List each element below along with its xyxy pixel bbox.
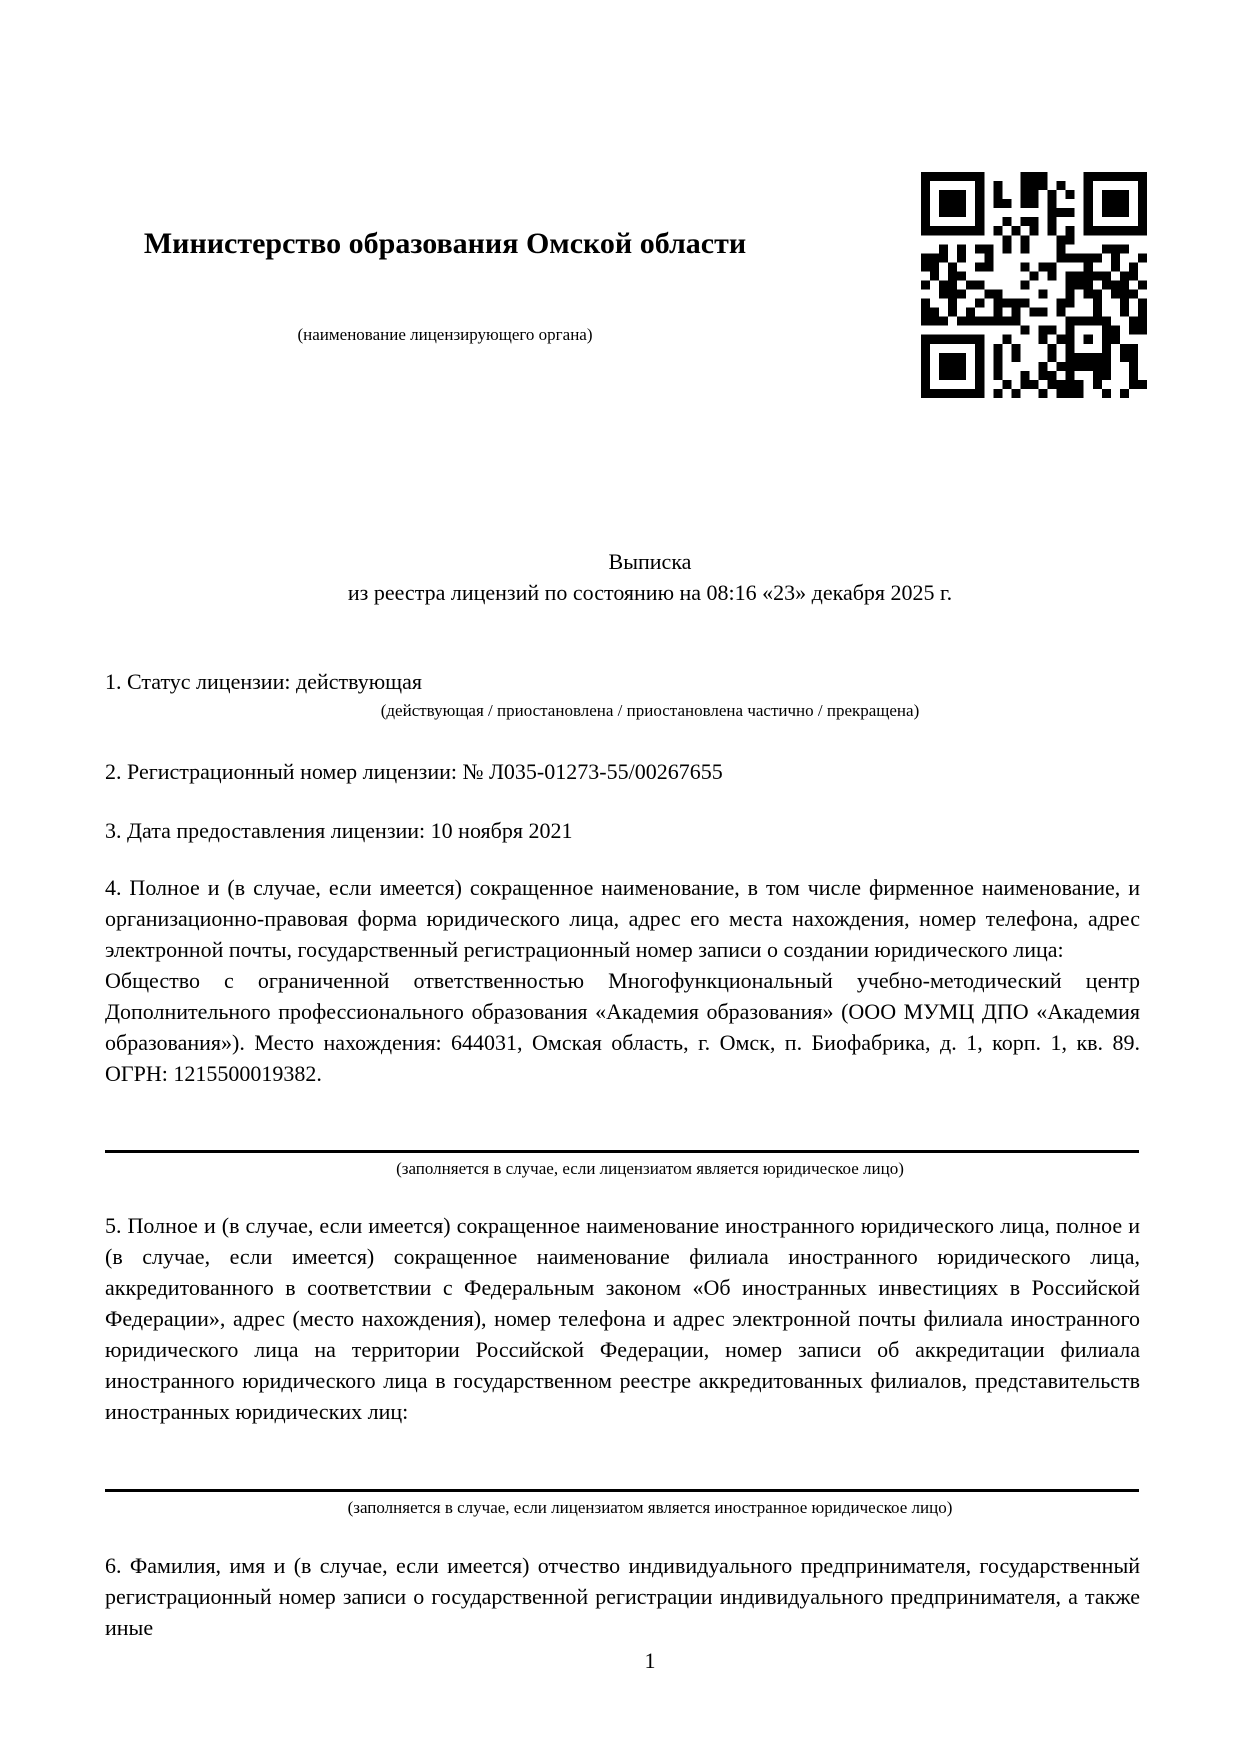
legal-entity-section xyxy=(105,872,1140,1089)
license-status-line: 1. Статус лицензии: действующая xyxy=(105,669,422,694)
page-number: 1 xyxy=(644,1648,656,1673)
legal-entity-value: Общество с ограниченной ответственностью Многофункциональный учебно-методический центр Дополнительного профессионального образования «Академия образования» (ООО МУМЦ ДПО «Академия образования»). Место нахождения: 644031, Омская область, г. Омск, п. Биофабрика, д. 1, корп. 1, кв. 89. ОГРН: 1215500019382. xyxy=(105,968,1140,1086)
document-title-line2: из реестра лицензий по состоянию на 08:16 «23» декабря 2025 г. xyxy=(347,580,953,605)
document-title-line1: Выписка xyxy=(608,549,692,574)
registration-number-line: 2. Регистрационный номер лицензии: № Л035-01273-55/00267655 xyxy=(105,759,723,784)
foreign-entity-underline xyxy=(105,1489,1139,1492)
foreign-entity-caption: (заполняется в случае, если лицензиатом является иностранное юридическое лицо) xyxy=(347,1498,953,1517)
individual-entrepreneur-section: 6. Фамилия, имя и (в случае, если имеется) отчество индивидуального предпринимателя, государственный регистрационный номер записи о государственной регистрации индивидуального предпринимателя, а также иные xyxy=(105,1553,1140,1640)
qr-code xyxy=(921,172,1147,398)
grant-date-line: 3. Дата предоставления лицензии: 10 ноября 2021 xyxy=(105,818,573,843)
legal-entity-underline xyxy=(105,1150,1139,1153)
licensing-authority-caption: (наименование лицензирующего органа) xyxy=(297,325,593,344)
document-title xyxy=(75,546,1225,608)
foreign-entity-description: 5. Полное и (в случае, если имеется) сокращенное наименование иностранного юридического лица, полное и (в случае, если имеется) сокращенное наименование филиала иностранного юридического лица, аккредитованного в соответствии с Федеральным законом «Об иностранных инвестициях в Российской Федерации», адрес (место нахождения), номер телефона и адрес электронной почты филиала иностранного юридического лица на территории Российской Федерации, номер записи об аккредитации филиала иностранного юридического лица в государственном реестре аккредитованных филиалов, представительств иностранных юридических лиц: xyxy=(105,1213,1140,1424)
licensing-authority-title: Министерство образования Омской области xyxy=(143,227,747,260)
foreign-entity-section xyxy=(105,1210,1140,1427)
legal-entity-description: 4. Полное и (в случае, если имеется) сокращенное наименование, в том числе фирменное наименование, и организационно-правовая форма юридического лица, адрес его места нахождения, номер телефона, адрес электронной почты, государственный регистрационный номер записи о создании юридического лица: xyxy=(105,875,1140,962)
qr-code-image xyxy=(921,172,1147,398)
legal-entity-caption: (заполняется в случае, если лицензиатом является юридическое лицо) xyxy=(396,1159,904,1178)
license-status-caption: (действующая / приостановлена / приостановлена частично / прекращена) xyxy=(380,701,920,720)
